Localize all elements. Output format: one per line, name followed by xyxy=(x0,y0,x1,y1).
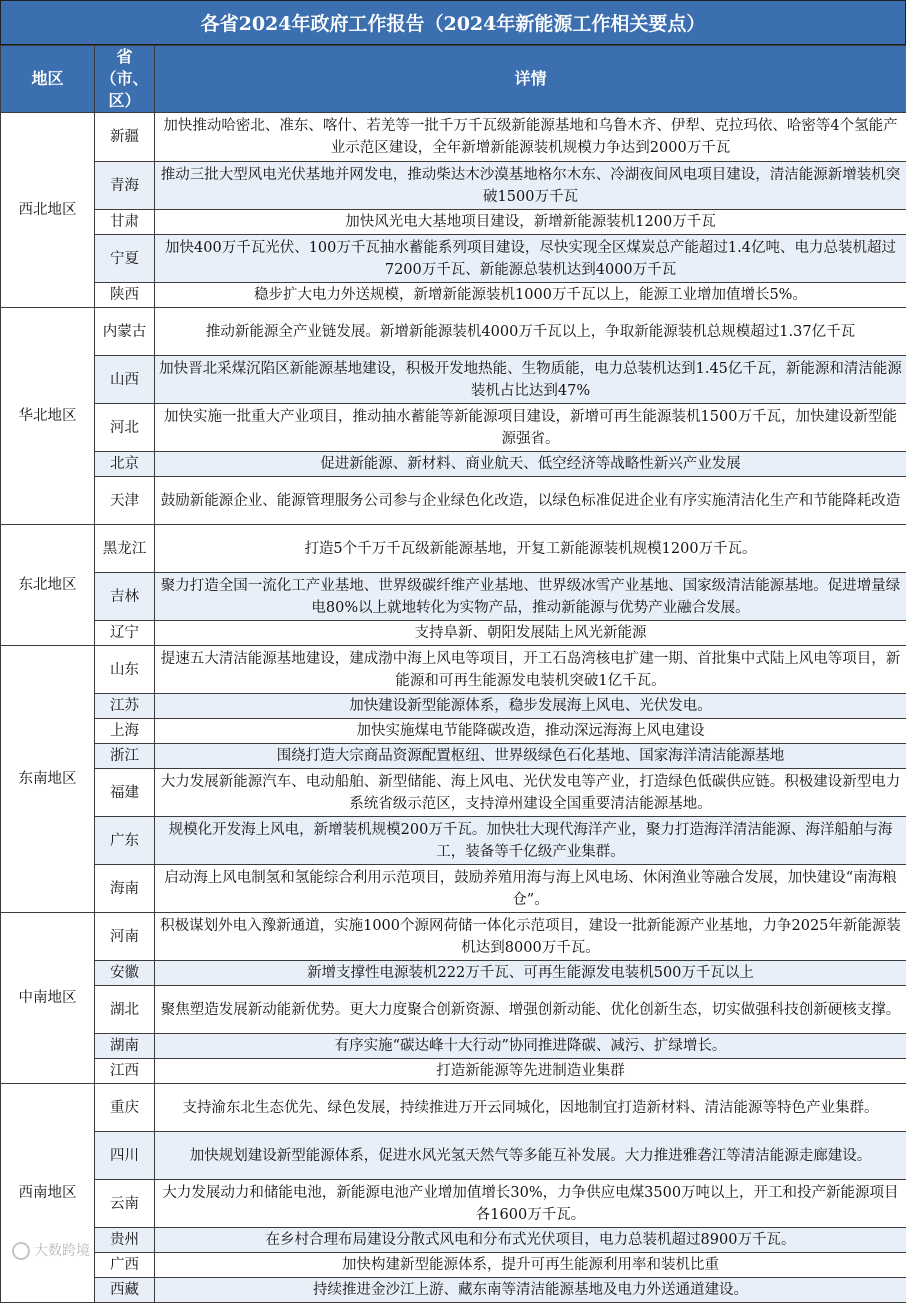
province-cell: 浙江 xyxy=(95,744,155,769)
table-row xyxy=(1,961,906,986)
detail-cell: 打造新能源等先进制造业集群 xyxy=(155,1059,906,1084)
table-row xyxy=(1,1034,906,1059)
province-cell: 青海 xyxy=(95,162,155,210)
province-cell: 陕西 xyxy=(95,283,155,308)
detail-cell: 持续推进金沙江上游、藏东南等清洁能源基地及电力外送通道建设。 xyxy=(155,1278,906,1303)
region-cell: 西南地区 xyxy=(1,1084,95,1303)
header-row xyxy=(1,46,906,113)
detail-cell: 打造5个千万千瓦级新能源基地，开复工新能源装机规模1200万千瓦。 xyxy=(155,525,906,573)
detail-cell: 规模化开发海上风电，新增装机规模200万千瓦。加快壮大现代海洋产业，聚力打造海洋清洁能源、海洋船舶与海工，装备等千亿级产业集群。 xyxy=(155,817,906,865)
province-cell: 吉林 xyxy=(95,573,155,621)
detail-cell: 加快构建新型能源体系，提升可再生能源利用率和装机比重 xyxy=(155,1253,906,1278)
table-row xyxy=(1,646,906,694)
detail-cell: 大力发展新能源汽车、电动船舶、新型储能、海上风电、光伏发电等产业，打造绿色低碳供应链。积极建设新型电力系统省级示范区，支持漳州建设全国重要清洁能源基地。 xyxy=(155,769,906,817)
detail-cell: 加快推动哈密北、准东、喀什、若羌等一批千万千瓦级新能源基地和乌鲁木齐、伊犁、克拉玛依、哈密等4个氢能产业示范区建设，全年新增新能源装机规模力争达到2000万千瓦 xyxy=(155,113,906,162)
province-cell: 山西 xyxy=(95,356,155,404)
table-row xyxy=(1,1132,906,1180)
province-cell: 安徽 xyxy=(95,961,155,986)
detail-cell: 新增支撑性电源装机222万千瓦、可再生能源发电装机500万千瓦以上 xyxy=(155,961,906,986)
detail-cell: 围绕打造大宗商品资源配置枢纽、世界级绿色石化基地、国家海洋清洁能源基地 xyxy=(155,744,906,769)
province-cell: 福建 xyxy=(95,769,155,817)
province-cell: 河北 xyxy=(95,404,155,452)
detail-cell: 加快实施煤电节能降碳改造，推动深远海海上风电建设 xyxy=(155,719,906,744)
province-cell: 天津 xyxy=(95,477,155,525)
detail-cell: 支持渝东北生态优先、绿色发展，持续推进万开云同城化，因地制宜打造新材料、清洁能源等特色产业集群。 xyxy=(155,1084,906,1132)
region-cell: 东南地区 xyxy=(1,646,95,913)
detail-cell: 加快规划建设新型能源体系，促进水风光氢天然气等多能互补发展。大力推进雅砻江等清洁能源走廊建设。 xyxy=(155,1132,906,1180)
detail-cell: 支持阜新、朝阳发展陆上风光新能源 xyxy=(155,621,906,646)
table-row xyxy=(1,1228,906,1253)
page-title: 各省2024年政府工作报告（2024年新能源工作相关要点） xyxy=(0,0,906,45)
detail-cell: 聚焦塑造发展新动能新优势。更大力度聚合创新资源、增强创新动能、优化创新生态，切实做强科技创新硬核支撑。 xyxy=(155,986,906,1034)
watermark-text: 大数跨境 xyxy=(34,1243,90,1259)
detail-cell: 加快风光电大基地项目建设，新增新能源装机1200万千瓦 xyxy=(155,210,906,235)
table-row xyxy=(1,769,906,817)
province-cell: 湖南 xyxy=(95,1034,155,1059)
table-row xyxy=(1,113,906,162)
detail-cell: 大力发展动力和储能电池，新能源电池产业增加值增长30%，力争供应电煤3500万吨以上，开工和投产新能源项目各1600万千瓦。 xyxy=(155,1180,906,1228)
table-row xyxy=(1,817,906,865)
region-cell: 西北地区 xyxy=(1,113,95,308)
detail-cell: 推动新能源全产业链发展。新增新能源装机4000万千瓦以上，争取新能源装机总规模超过1.37亿千瓦 xyxy=(155,308,906,356)
table-row xyxy=(1,477,906,525)
province-cell: 河南 xyxy=(95,913,155,961)
table-row xyxy=(1,1180,906,1228)
table-row xyxy=(1,404,906,452)
watermark xyxy=(12,1240,90,1260)
table-row xyxy=(1,1084,906,1132)
report-table xyxy=(0,45,906,1303)
detail-cell: 促进新能源、新材料、商业航天、低空经济等战略性新兴产业发展 xyxy=(155,452,906,477)
province-cell: 湖北 xyxy=(95,986,155,1034)
table-row xyxy=(1,865,906,913)
header-detail: 详情 xyxy=(155,46,906,113)
table-row xyxy=(1,1278,906,1303)
detail-cell: 鼓励新能源企业、能源管理服务公司参与企业绿色化改造，以绿色标准促进企业有序实施清洁化生产和节能降耗改造 xyxy=(155,477,906,525)
table-row xyxy=(1,235,906,283)
detail-cell: 加快晋北采煤沉陷区新能源基地建设，积极开发地热能、生物质能，电力总装机达到1.45亿千瓦，新能源和清洁能源装机占比达到47% xyxy=(155,356,906,404)
region-cell: 中南地区 xyxy=(1,913,95,1084)
region-cell: 华北地区 xyxy=(1,308,95,525)
table-row xyxy=(1,525,906,573)
table-body xyxy=(1,113,906,1303)
province-cell: 北京 xyxy=(95,452,155,477)
detail-cell: 启动海上风电制氢和氢能综合利用示范项目，鼓励养殖用海与海上风电场、休闲渔业等融合发展，加快建设“南海粮仓”。 xyxy=(155,865,906,913)
header-province: 省（市、区） xyxy=(95,46,155,113)
table-row xyxy=(1,694,906,719)
province-cell: 广东 xyxy=(95,817,155,865)
detail-cell: 稳步扩大电力外送规模，新增新能源装机1000万千瓦以上，能源工业增加值增长5%。 xyxy=(155,283,906,308)
province-cell: 新疆 xyxy=(95,113,155,162)
province-cell: 广西 xyxy=(95,1253,155,1278)
detail-cell: 聚力打造全国一流化工产业基地、世界级碳纤维产业基地、世界级冰雪产业基地、国家级清洁能源基地。促进增量绿电80%以上就地转化为实物产品，推动新能源与优势产业融合发展。 xyxy=(155,573,906,621)
header-region: 地区 xyxy=(1,46,95,113)
table-row xyxy=(1,986,906,1034)
province-cell: 海南 xyxy=(95,865,155,913)
table-row xyxy=(1,744,906,769)
table-row xyxy=(1,621,906,646)
province-cell: 四川 xyxy=(95,1132,155,1180)
detail-cell: 加快建设新型能源体系，稳步发展海上风电、光伏发电。 xyxy=(155,694,906,719)
detail-cell: 有序实施“碳达峰十大行动”协同推进降碳、减污、扩绿增长。 xyxy=(155,1034,906,1059)
detail-cell: 积极谋划外电入豫新通道，实施1000个源网荷储一体化示范项目，建设一批新能源产业基地，力争2025年新能源装机达到8000万千瓦。 xyxy=(155,913,906,961)
province-cell: 江苏 xyxy=(95,694,155,719)
table-row xyxy=(1,1253,906,1278)
table-row xyxy=(1,162,906,210)
province-cell: 云南 xyxy=(95,1180,155,1228)
province-cell: 贵州 xyxy=(95,1228,155,1253)
watermark-logo-icon xyxy=(12,1242,30,1260)
province-cell: 辽宁 xyxy=(95,621,155,646)
province-cell: 黑龙江 xyxy=(95,525,155,573)
province-cell: 内蒙古 xyxy=(95,308,155,356)
province-cell: 甘肃 xyxy=(95,210,155,235)
province-cell: 重庆 xyxy=(95,1084,155,1132)
table-row xyxy=(1,719,906,744)
province-cell: 上海 xyxy=(95,719,155,744)
table-row xyxy=(1,913,906,961)
table-row xyxy=(1,356,906,404)
table-row xyxy=(1,573,906,621)
province-cell: 山东 xyxy=(95,646,155,694)
table-row xyxy=(1,452,906,477)
detail-cell: 提速五大清洁能源基地建设，建成渤中海上风电等项目，开工石岛湾核电扩建一期、首批集中式陆上风电等项目，新能源和可再生能源发电装机突破1亿千瓦。 xyxy=(155,646,906,694)
detail-cell: 加快400万千瓦光伏、100万千瓦抽水蓄能系列项目建设，尽快实现全区煤炭总产能超过1.4亿吨、电力总装机超过7200万千瓦、新能源总装机达到4000万千瓦 xyxy=(155,235,906,283)
detail-cell: 加快实施一批重大产业项目，推动抽水蓄能等新能源项目建设，新增可再生能源装机1500万千瓦，加快建设新型能源强省。 xyxy=(155,404,906,452)
province-cell: 江西 xyxy=(95,1059,155,1084)
region-cell: 东北地区 xyxy=(1,525,95,646)
table-row xyxy=(1,210,906,235)
detail-cell: 在乡村合理布局建设分散式风电和分布式光伏项目，电力总装机超过8900万千瓦。 xyxy=(155,1228,906,1253)
table-row xyxy=(1,308,906,356)
table-row xyxy=(1,283,906,308)
table-row xyxy=(1,1059,906,1084)
province-cell: 宁夏 xyxy=(95,235,155,283)
detail-cell: 推动三批大型风电光伏基地并网发电，推动柴达木沙漠基地格尔木东、冷湖夜间风电项目建设，清洁能源新增装机突破1500万千瓦 xyxy=(155,162,906,210)
province-cell: 西藏 xyxy=(95,1278,155,1303)
